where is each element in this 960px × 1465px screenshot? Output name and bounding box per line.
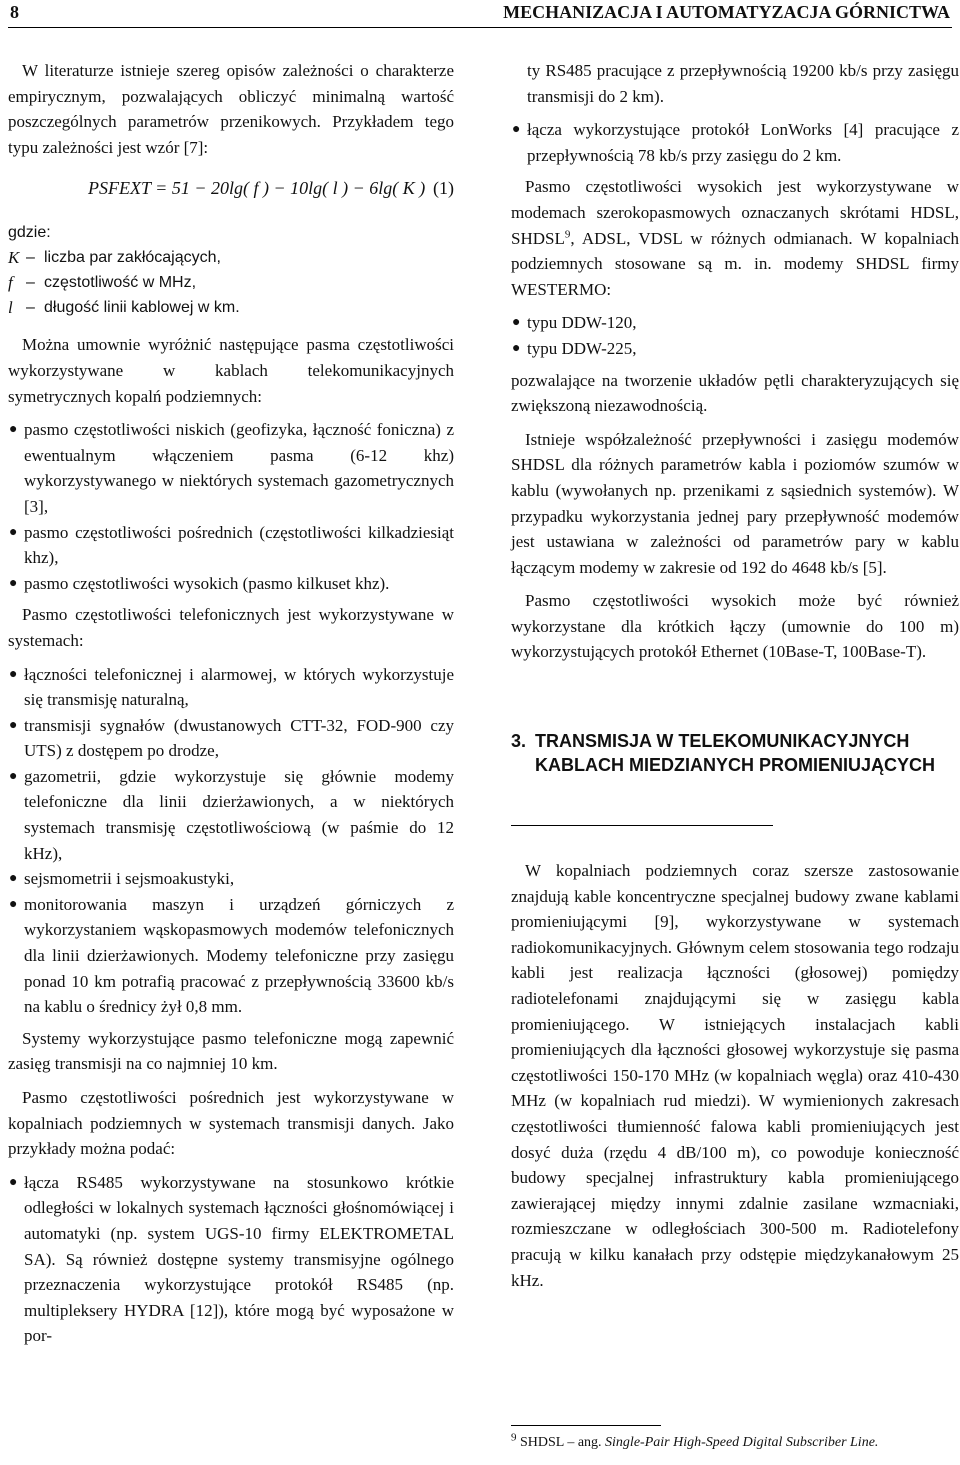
footnote-term: Single-Pair High-Speed Digital Subscriber Line.: [605, 1435, 879, 1450]
journal-title: MECHANIZACJA I AUTOMATYZACJA GÓRNICTWA: [503, 2, 950, 22]
bullet-icon: ●: [512, 122, 521, 138]
list-item: [8, 417, 454, 519]
list-item-text: sejsmometrii i sejsmoakustyki,: [24, 869, 235, 889]
text-run: , ADSL, VDSL w różnych odmianach. W kopalniach podziemnych stosowane są m. in. modemy SHDSL firmy WESTERMO:: [511, 228, 959, 299]
page-number: 8: [10, 2, 19, 22]
bullet-icon: ●: [9, 666, 18, 682]
list-item-text: typu DDW-225,: [527, 338, 637, 358]
footnote-text: SHDSL – ang.: [520, 1435, 606, 1450]
intro-paragraph: W literaturze istnieje szereg opisów zależności o charakterze empirycznym, pozwalających obliczyć minimalną wartość poszczególnych parametrów przenikowych. Przykładem tego typu zależności jest wzór [7]:: [8, 61, 454, 157]
formula-expression: PSFEXT = 51 − 20lg( f ) − 10lg( l ) − 6lg( K ): [88, 178, 426, 199]
list-item: [511, 336, 959, 362]
definition-dash: –: [26, 274, 35, 292]
bullet-icon: ●: [9, 524, 18, 540]
paragraph: Pasmo częstotliwości wysokich może być również wykorzystane dla krótkich łączy (umownie do 100 m) wykorzystujących protokół Ethernet (10Base-T, 100Base-T).: [511, 591, 959, 662]
bullet-icon: ●: [9, 871, 18, 887]
definition-symbol: l: [8, 298, 13, 318]
bullet-icon: ●: [9, 717, 18, 733]
footnote-number: 9: [511, 1431, 517, 1444]
list-item-text: monitorowania maszyn i urządzeń górniczych z wykorzystaniem wąskopasmowych modemów telefonicznych dla linii dzierżawionych. Modemy telefoniczne przy zasięgu ponad 10 km potrafią pracować z przepływnością 33600 kb/s na kablu o średnicy żył 0,8 mm.: [24, 894, 454, 1017]
right-column: [511, 58, 959, 1301]
paragraph: Systemy wykorzystujące pasmo telefoniczne mogą zapewnić zasięg transmisji na co najmniej 10 km.: [8, 1028, 454, 1074]
paragraph: pozwalające na tworzenie układów pętli charakteryzujących się zwiększoną niezawodnością.: [511, 370, 959, 416]
bullet-icon: ●: [512, 340, 521, 356]
bullet-list: [511, 117, 959, 168]
section-number: 3.: [511, 731, 527, 752]
paragraph: Istnieje współzależność przepływności i zasięgu modemów SHDSL dla różnych parametrów kabla i poziomów szumów w kablu (wywołanych np. przenikami z sąsiednich systemów). W przypadku wykorzystania jednej pary przepływność modemów jest ustawiana w zależności od parametrów pary w kablu łączącym modemy w zakresie od 192 do 4648 kb/s [5].: [511, 429, 959, 577]
definition-symbol: f: [8, 273, 13, 293]
definition-text: długość linii kablowej w km.: [44, 299, 240, 317]
list-item: [8, 520, 454, 571]
footnote: [511, 1431, 879, 1451]
section-heading: [511, 729, 959, 777]
list-item-text: pasmo częstotliwości wysokich (pasmo kilkuset khz).: [24, 573, 390, 593]
definition-row: [8, 270, 454, 295]
left-column: [8, 58, 454, 1355]
list-item: [8, 1170, 454, 1349]
bullet-icon: ●: [9, 768, 18, 784]
list-item: [8, 713, 454, 764]
bullet-list: [8, 1170, 454, 1349]
definitions: [8, 220, 454, 320]
list-item-text: typu DDW-120,: [527, 313, 637, 333]
footnote-rule: [511, 1425, 661, 1426]
definition-text: częstotliwość w MHz,: [44, 274, 197, 292]
formula-number: (1): [433, 178, 454, 199]
list-item-text: pasmo częstotliwości niskich (geofizyka, łączność foniczna) z ewentualnym włączeniem pasma (6-12 khz) wykorzystywanego w niektórych systemach gazometrycznych [3],: [24, 420, 454, 516]
list-item: [511, 310, 959, 336]
footnote-ref: 9: [564, 227, 571, 240]
bullet-list: [8, 417, 454, 596]
list-item-text: gazometrii, gdzie wykorzystuje się głównie modemy telefoniczne dla linii dzierżawionych, a w niektórych systemach transmisję częstotliwościową (w paśmie do 12 kHz),: [24, 766, 454, 863]
bullet-icon: ●: [9, 422, 18, 438]
list-item: [511, 117, 959, 168]
definition-text: liczba par zakłócających,: [44, 249, 221, 267]
bullet-icon: ●: [9, 896, 18, 912]
continued-paragraph: ty RS485 pracujące z przepływnością 19200 kb/s przy zasięgu transmisji do 2 km).: [527, 61, 959, 106]
list-item-text: łączności telefonicznej i alarmowej, w których wykorzystuje się transmisję naturalną,: [24, 664, 454, 710]
definition-dash: –: [26, 299, 35, 317]
bullet-icon: ●: [9, 575, 18, 591]
list-item-text: transmisji sygnałów (dwustanowych CTT-32, FOD-900 czy UTS) z dostępem po drodze,: [24, 715, 454, 761]
header-rule: [8, 27, 952, 28]
list-item-text: łącza wykorzystujące protokół LonWorks [4] pracujące z przepływnością 78 kb/s przy zasięgu do 2 km.: [527, 120, 959, 165]
definition-row: [8, 245, 454, 270]
gdzie-label: gdzie:: [8, 224, 51, 242]
section-title: TRANSMISJA W TELEKOMUNIKACYJNYCH KABLACH MIEDZIANYCH PROMIENIUJĄCYCH: [535, 731, 936, 776]
formula: [8, 172, 454, 212]
list-item-text: pasmo częstotliwości pośrednich (częstotliwości kilkadziesiąt khz),: [24, 522, 454, 568]
paragraph: Pasmo częstotliwości pośrednich jest wykorzystywane w kopalniach podziemnych w systemach transmisji danych. Jako przykłady można podać:: [8, 1088, 454, 1159]
paragraph: [511, 174, 959, 302]
definition-symbol: K: [8, 248, 20, 268]
list-item: [8, 764, 454, 866]
bullet-icon: ●: [512, 315, 521, 331]
bullet-list: [8, 662, 454, 1020]
bullet-icon: ●: [9, 1174, 18, 1190]
list-item-text: łącza RS485 wykorzystywane na stosunkowo krótkie odległości w lokalnych systemach łączności głośnomówiącej i automatyki (np. system UGS-10 firmy ELEKTROMETAL SA). Są również dostępne systemy transmisyjne ogólnego przeznaczenia wykorzystujące protokół RS485 (np. multipleksery HYDRA [12]), które mogą być wyposażone w por-: [24, 1172, 454, 1346]
definition-row: [8, 295, 454, 320]
paragraph: W kopalniach podziemnych coraz szersze zastosowanie znajdują kable koncentryczne specjalnej budowy zwane kablami promieniującymi [9], wykorzystywane w systemach radiokomunikacyjnych. Głównym celem stosowania tego rodzaju kabli jest realizacja łączności (głosowej) pomiędzy radiotelefonami znajdującymi się w zasięgu kabla promieniującego. W istniejących instalacjach kabli promieniujących dla łączności głosowej wykorzystuje się pasma częstotliwości 150-170 MHz (w kopalniach węgla) oraz 410-430 MHz (w kopalniach rud miedzi). W wymienionych zakresach częstotliwości tłumienność falowa kabli promieniujących jest dosyć duża (rzędu 4 dB/100 m), co powoduje konieczność budowy specjalnej infrastruktury kabla promieniującego zawierającej między innymi zdalnie zasilane wzmacniaki, rozmieszczane w odległościach 300-500 m. Radiotelefony pracują w kilku kanałach przy odstępie międzykanałowym 25 kHz.: [511, 861, 959, 1290]
paragraph: Pasmo częstotliwości telefonicznych jest wykorzystywane w systemach:: [8, 605, 454, 650]
section-rule: [511, 825, 773, 826]
list-item: [8, 892, 454, 1020]
list-item: [8, 662, 454, 713]
text-run: Pasmo częstotliwości wysokich jest wykorzystywane w modemach szerokopasmowych oznaczanych skrótami HDSL, SHDSL: [511, 177, 959, 248]
list-item: [8, 866, 454, 892]
bullet-list: [511, 310, 959, 361]
definition-dash: –: [26, 249, 35, 267]
list-item: [8, 571, 454, 597]
paragraph: Można umownie wyróżnić następujące pasma częstotliwości wykorzystywane w kablach telekomunikacyjnych symetrycznych kopalń podziemnych:: [8, 335, 454, 406]
